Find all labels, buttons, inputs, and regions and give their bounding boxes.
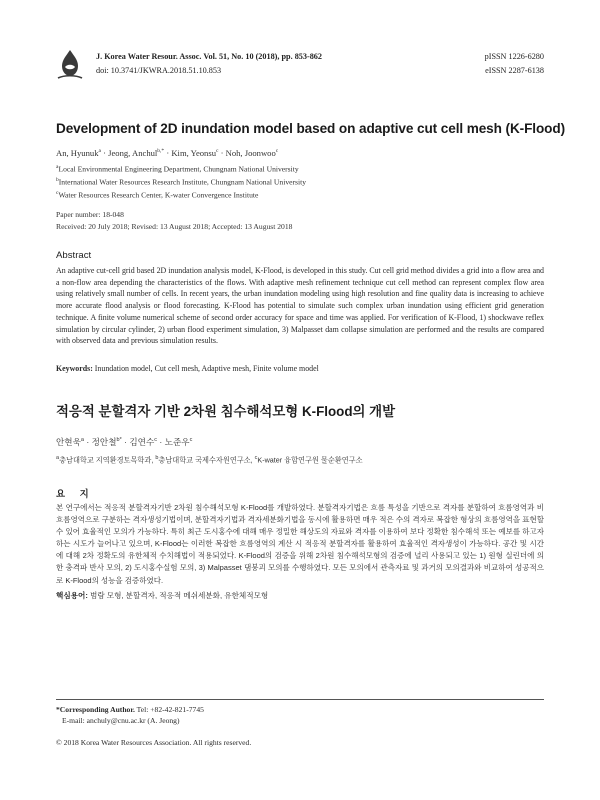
author-name: 노준우 xyxy=(164,437,190,447)
abstract-heading: Abstract xyxy=(56,250,92,261)
author-name: Noh, Joonwoo xyxy=(225,148,276,158)
author-sup: c xyxy=(275,148,279,155)
affiliation-text: 충남대학교 지역환경토목학과, xyxy=(59,455,156,465)
copyright-notice: © 2018 Korea Water Resources Association. All rights reserved. xyxy=(56,738,252,747)
journal-citation: J. Korea Water Resour. Assoc. Vol. 51, No. 10 (2018), pp. 853-862 xyxy=(96,52,322,61)
corresponding-email: E-mail: anchuly@cnu.ac.kr (A. Jeong) xyxy=(62,716,180,726)
journal-header xyxy=(56,42,544,92)
author-name: Kim, Yeonsu xyxy=(171,148,216,158)
author-sup: c xyxy=(189,437,193,444)
affiliation-sup: a xyxy=(56,455,60,461)
paper-number: Paper number: 18-048 xyxy=(56,210,124,219)
corresponding-tel: Tel: +82-42-821-7745 xyxy=(134,705,204,714)
affiliation-text: Water Resources Research Center, K-water Convergence Institute xyxy=(58,190,259,200)
author-name: Jeong, Anchul xyxy=(108,148,158,158)
korean-keywords xyxy=(56,590,544,601)
received-dates: Received: 20 July 2018; Revised: 13 August 2018; Accepted: 13 August 2018 xyxy=(56,221,293,231)
author-name: 정안철 xyxy=(91,437,117,447)
keywords-text: Inundation model, Cut cell mesh, Adaptive mesh, Finite volume model xyxy=(92,364,319,373)
keywords xyxy=(56,364,544,373)
author-sup: b,* xyxy=(157,148,165,155)
korean-affiliation xyxy=(56,455,363,465)
korean-author-list: 안현욱$^a$ · 정안철$^{b*}$ · 김연수$^c$ · 노준우$^c$ xyxy=(56,437,193,447)
author-sup: b* xyxy=(116,437,122,444)
affiliation xyxy=(56,188,306,201)
keywords-text: 범람 모형, 분할격자, 적응적 메쉬세분화, 유한체적모형 xyxy=(87,591,269,600)
korean-title: 적응적 분할격자 기반 2차원 침수해석모형 K-Flood의 개발 xyxy=(56,404,396,419)
author-name: 안현욱 xyxy=(56,437,81,447)
affiliation-text: K-water 융합연구원 물순환연구소 xyxy=(257,455,363,465)
author-sup: a xyxy=(80,437,84,444)
paper-title: Development of 2D inundation model based on adaptive cut cell mesh (K-Flood) xyxy=(56,121,566,136)
eissn: eISSN 2287-6138 xyxy=(485,66,544,75)
pissn: pISSN 1226-6280 xyxy=(484,52,544,61)
corresponding-author xyxy=(56,704,204,726)
korean-summary-heading: 요 지 xyxy=(56,488,95,499)
affiliation-sup: c xyxy=(56,190,59,197)
affiliation xyxy=(56,162,306,175)
affiliation-text: International Water Resources Research Institute, Chungnam National University xyxy=(58,177,306,187)
footnote-divider xyxy=(56,699,544,700)
keywords-label: Keywords: xyxy=(56,364,93,373)
doi: doi: 10.3741/JKWRA.2018.51.10.853 xyxy=(96,66,222,75)
affiliation-sup: b xyxy=(155,455,159,461)
affiliation-text: Local Environmental Engineering Department, Chungnam National University xyxy=(58,164,299,174)
affiliation xyxy=(56,175,306,188)
keywords-label: 핵심용어: xyxy=(56,591,88,600)
affiliation-list xyxy=(56,162,306,201)
paper-dates xyxy=(56,209,292,232)
affiliation-sup: c xyxy=(254,455,258,461)
affiliation-sup: a xyxy=(56,164,59,170)
author-sup: a xyxy=(98,148,101,155)
affiliation-text: 충남대학교 국제수자원연구소, xyxy=(158,455,255,465)
abstract-body: An adaptive cut-cell grid based 2D inundation analysis model, K-Flood, is developed in this study. Cut cell grid method divides a grid into a flow area and a non-flow area depending the characteristics of the flows. With adaptive mesh refinement technique cut cell method can represent complex flow area using relatively small number of cells. In recent years, the urban inundation modeling using high resolution and fine quality data is increasing to achieve more accurate flood analysis or flood forecasting. K-Flood has potential to simulate such complex urban inundation using efficient grid generation technique. A finite volume numerical scheme of second order accuracy for space and time was applied. For verification of K-Flood, 1) shockwave reflex simulation by circular cylinder, 2) urban flood experiment simulation, 3) Malpasset dam collapse simulation are performed and the results are compared with observed data and previous simulation results. xyxy=(56,266,544,346)
korean-summary-body: 본 연구에서는 적응적 분할격자기반 2차원 침수해석모형 K-Flood를 개발하였다. 분할격자기법은 흐름 특성을 기반으로 격자를 분할하여 흐름영역과 비흐름영역으로 구분하는 격자생성기법이며, 분할격자기법과 격자세분화기법을 동시에 활용하면 매우 적은 수의 격자로 복잡한 형상의 흐름영역을 표현할 수 있어 효율적인 모의가 가능하다. 특히 최근 도시홍수에 대해 매우 정밀한 해상도의 자료와 격자를 이용하여 보다 정확한 침수해석 또는 예보를 하고자 하는 시도가 늘어나고 있으며, K-Flood는 이러한 복잡한 흐름영역의 계산 시 적응적 분할격자를 활용하여 효율적인 격자생성이 가능하다. 공간 및 시간에 대해 2차 정확도의 유한체적 수치해법이 적용되었다. K-Flood의 검증을 위해 2차원 침수해석모형의 검증에 널리 사용되고 있는 1) 원형 실린더에 의한 충격파 반사 모의, 2) 도시홍수실험 모의, 3) Malpasset 댐붕괴 모의를 수행하였다. 모든 모의에서 관측자료 및 과거의 모의결과와 비교하여 성공적으로 K-Flood의 성능을 검증하였다. xyxy=(56,503,544,585)
author-name: 김연수 xyxy=(129,437,155,447)
author-sup: c xyxy=(216,148,219,155)
author-list: An, Hyunuk$^a$ · Jeong, Anchul$^{b,*}$ · Kim, Yeonsu$^c$ · Noh, Joonwoo$^c$ xyxy=(56,148,279,158)
author-sup: c xyxy=(154,437,158,444)
author-name: An, Hyunuk xyxy=(56,148,99,158)
affiliation-sup: b xyxy=(56,177,59,184)
corresponding-label: *Corresponding Author. xyxy=(56,705,135,714)
journal-logo xyxy=(56,48,84,82)
